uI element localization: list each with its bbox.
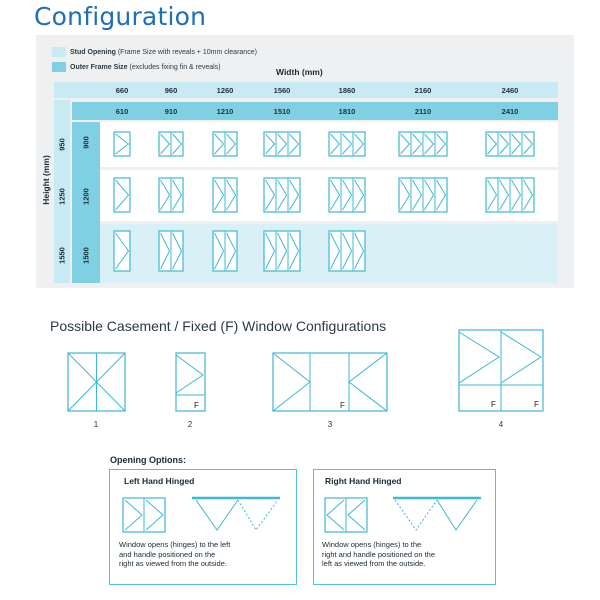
left-desc-line-3: right as viewed from the outside.	[119, 559, 227, 568]
config-4-fixed-label-a: F	[491, 400, 496, 409]
right-desc-line-3: left as viewed from the outside.	[322, 559, 426, 568]
stud-height-950: 950	[57, 138, 67, 151]
stud-height-1250: 1250	[57, 188, 67, 205]
outer-width-910: 910	[164, 107, 178, 116]
config-3-number: 3	[327, 420, 333, 429]
left-hand-hinged-desc	[119, 540, 269, 569]
outer-legend-label: Outer Frame Size	[70, 64, 128, 71]
config-3-fixed-label: F	[340, 401, 345, 410]
grid-window-r2-c5	[329, 178, 365, 212]
right-desc-line-2: right and handle positioned on the	[322, 549, 436, 559]
configurations-title: Possible Casement / Fixed (F) Window Configurations	[50, 318, 387, 334]
stud-width-1560: 1560	[273, 86, 291, 95]
right-hand-hinged-desc	[322, 540, 472, 569]
grid-window-r2-c1	[114, 178, 130, 212]
grid-window-r3-c5	[329, 231, 365, 271]
grid-window-r1-c6	[399, 132, 447, 156]
grid-window-r3-c3	[213, 231, 237, 271]
right-desc-line-1: Window opens (hinges) to the	[322, 540, 422, 549]
config-1-diagram	[68, 353, 125, 411]
grid-window-r3-c1	[114, 231, 130, 271]
config-2-diagram	[176, 353, 205, 411]
config-4-number: 4	[498, 420, 504, 429]
grid-window-r1-c7	[486, 132, 534, 156]
left-hinged-plan-icon	[192, 498, 280, 530]
page-title: Configuration	[34, 2, 207, 31]
left-desc-line-1: Window opens (hinges) to the left	[119, 540, 231, 549]
outer-width-610: 610	[115, 107, 129, 116]
left-hinged-window-icon	[123, 498, 165, 532]
right-hinged-window-icon	[325, 498, 367, 532]
config-3-diagram	[273, 353, 387, 411]
grid-window-r2-c2	[159, 178, 183, 212]
outer-width-1810: 1810	[338, 107, 356, 116]
grid-window-r1-c4	[264, 132, 300, 156]
left-hand-hinged-title: Left Hand Hinged	[124, 476, 195, 486]
grid-window-r3-c2	[159, 231, 183, 271]
grid-window-r1-c1	[114, 132, 130, 156]
opening-diagrams	[0, 492, 600, 542]
grid-window-r2-c7	[486, 178, 534, 212]
config-1-number: 1	[93, 420, 99, 429]
outer-legend-note: (excludes fixing fin & reveals)	[129, 64, 221, 71]
right-hand-hinged-title: Right Hand Hinged	[325, 476, 402, 486]
grid-window-r2-c4	[264, 178, 300, 212]
stud-width-1260: 1260	[216, 86, 234, 95]
height-axis-label: Height (mm)	[41, 155, 51, 205]
opening-options-heading: Opening Options:	[110, 455, 186, 465]
grid-window-r1-c2	[159, 132, 183, 156]
outer-height-900: 900	[81, 136, 91, 149]
left-desc-line-2: and handle positioned on the	[119, 549, 216, 559]
right-hinged-plan-icon	[393, 498, 481, 530]
stud-width-660: 660	[115, 86, 129, 95]
grid-window-r1-c3	[213, 132, 237, 156]
outer-height-1500: 1500	[81, 247, 91, 264]
stud-width-2460: 2460	[501, 86, 519, 95]
grid-window-r1-c5	[329, 132, 365, 156]
outer-width-1210: 1210	[216, 107, 234, 116]
width-axis-label: Width (mm)	[276, 67, 323, 77]
config-diagrams	[0, 325, 600, 435]
outer-width-2410: 2410	[501, 107, 519, 116]
config-4-diagram	[459, 330, 543, 411]
outer-width-2110: 2110	[414, 107, 432, 116]
stud-legend-label: Stud Opening	[70, 49, 116, 56]
stud-width-960: 960	[164, 86, 178, 95]
grid-window-r2-c3	[213, 178, 237, 212]
stud-height-1550: 1550	[57, 247, 67, 264]
config-2-number: 2	[187, 420, 193, 429]
config-2-fixed-label: F	[194, 401, 199, 410]
stud-width-2160: 2160	[414, 86, 432, 95]
grid-window-r3-c4	[264, 231, 300, 271]
stud-width-1860: 1860	[338, 86, 356, 95]
stud-legend-note: (Frame Size with reveals + 10mm clearance)	[117, 49, 257, 56]
outer-width-1510: 1510	[273, 107, 291, 116]
config-4-fixed-label-b: F	[534, 400, 539, 409]
grid-window-r2-c6	[399, 178, 447, 212]
outer-height-1200: 1200	[81, 188, 91, 205]
